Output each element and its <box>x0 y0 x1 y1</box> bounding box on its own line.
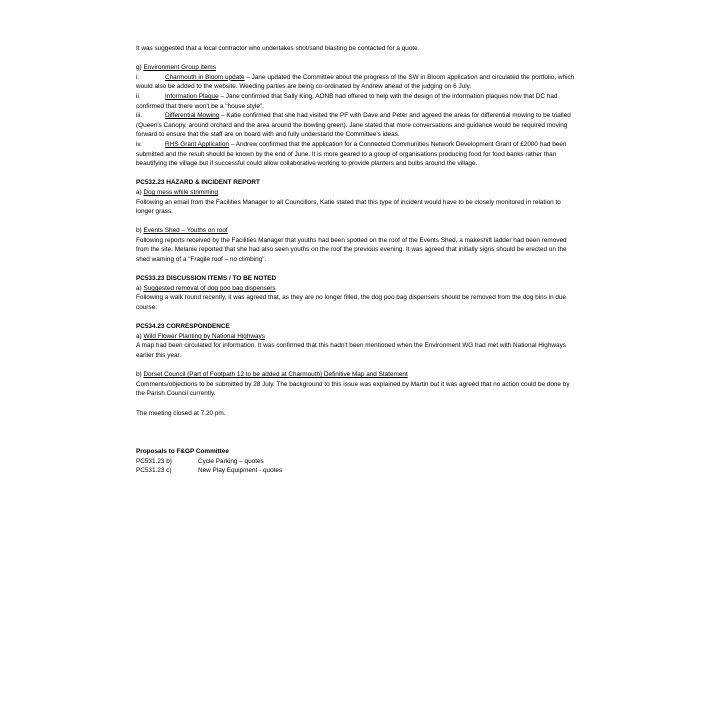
environment-item-1 <box>136 73 576 92</box>
proposal-ref: PC531.23 c) <box>136 467 172 475</box>
discussion-a-title: Suggested removal of dog poo bag dispensers <box>143 284 276 292</box>
correspondence-a-heading <box>136 332 576 342</box>
hazard-b-prefix: b) <box>136 227 142 235</box>
environment-heading <box>136 63 576 73</box>
item-text: – Jane confirmed that Sally King, AONB had offered to help with the design of the information plaques now that DC had confirmed that there won't be a "house style". <box>136 92 558 110</box>
environment-item-2 <box>136 92 576 111</box>
environment-item-4 <box>136 140 576 169</box>
hazard-a-prefix: a) <box>136 188 142 196</box>
environment-heading-title: Environment Group items <box>143 64 216 72</box>
proposals-heading: Proposals to F&GP Committee <box>136 447 229 455</box>
hazard-b-heading <box>136 226 576 236</box>
hazard-b-title: Events Shed – Youths on roof <box>143 227 228 235</box>
item-title: Charmouth in Bloom update <box>165 73 245 81</box>
item-number: ii. <box>136 92 141 100</box>
hazard-heading: PC532.23 HAZARD & INCIDENT REPORT <box>136 179 260 187</box>
item-number: iv. <box>136 140 142 148</box>
proposal-item-1 <box>136 457 576 467</box>
correspondence-a-title: Wild Flower Planting by National Highways <box>143 332 265 340</box>
item-title: Information Plaque <box>165 92 219 100</box>
discussion-heading: PC533.23 DISCUSSION ITEMS / TO BE NOTED <box>136 275 277 283</box>
correspondence-b-text: Comments/objections to be submitted by 28 July. The background to this issue was explained by Martin but it was agreed that no action could be done by the Parish Council currently. <box>136 380 570 398</box>
correspondence-heading: PC534.23 CORRESPONDENCE <box>136 323 230 331</box>
correspondence-b-title: Dorset Council (Part of Footpath 12 to be added at Charmouth) Definitive Map and Statement <box>143 371 408 379</box>
item-title: RHS Grant Application <box>165 140 229 148</box>
discussion-a-text: Following a walk round recently, it was agreed that, as they are no longer filled, the dog poo bag dispensers should be removed from the dog bins in due course. <box>136 294 567 312</box>
environment-heading-prefix: g) <box>136 64 142 72</box>
item-text: – Katie confirmed that she had visited the PF with Dave and Peter and agreed the areas for differential mowing to be trialled (Queen's Canopy, around orchard and the area around the bowling green). Jane stated that more conversations and guidance would be required moving forward to ensure that the staff are on board with and fully understand the Committee's ideas. <box>136 112 571 139</box>
correspondence-a-prefix: a) <box>136 332 142 340</box>
proposal-ref: PC531.23 b) <box>136 457 172 465</box>
proposal-item-2 <box>136 466 576 476</box>
intro-paragraph: It was suggested that a local contractor who undertakes shot/sand blasting be contacted for a quote. <box>136 45 420 52</box>
discussion-a-prefix: a) <box>136 284 142 292</box>
minutes-page <box>136 44 576 476</box>
environment-item-3 <box>136 111 576 140</box>
hazard-a-heading <box>136 188 576 198</box>
item-number: iii. <box>136 112 143 120</box>
discussion-a-heading <box>136 284 576 294</box>
proposal-text: Cycle Parking – quotes <box>198 457 264 465</box>
closing-line: The meeting closed at 7.20 pm. <box>136 409 226 417</box>
item-text: – Jane updated the Committee about the progress of the SW in Bloom application and circulated the portfolio, which would also be added to the website. Weeding parties are being co-ordinated by Andrew ahead of the judging on 6 July. <box>136 73 575 91</box>
correspondence-b-heading <box>136 370 576 380</box>
correspondence-a-text: A map had been circulated for information. It was confirmed that this hadn't been mentioned when the Environment WG had met with National Highways earlier this year. <box>136 342 566 359</box>
correspondence-b-prefix: b) <box>136 371 142 379</box>
hazard-b-text: Following reports received by the Facilities Manager that youths had been spotted on the roof of the Events Shed, a makeshift ladder had been removed from the site. Melanie reported that she had also seen youths on the roof the previous evening. It was agreed that initially signs should be erected on the shed warning of a "Fragile roof – no climbing". <box>136 236 567 264</box>
hazard-a-title: Dog mess while strimming <box>143 188 219 196</box>
item-number: i. <box>136 73 140 81</box>
proposal-text: New Play Equipment - quotes <box>198 467 283 475</box>
hazard-a-text: Following an email from the Facilities Manager to all Councillors, Katie stated that this type of incident would have to be closely monitored in relation to longer grass. <box>136 198 561 216</box>
item-text: – Andrew confirmed that the application for a Connected Communities Network Development Grant of £2000 had been submitted and the result should be known by the end of June. It is more geared to a group of organisations producing food for food banks rather than beautifying the village but if successful could allow collaborative working to provide planters and bulbs around the village. <box>136 140 567 168</box>
item-title: Differential Mowing <box>165 112 220 120</box>
